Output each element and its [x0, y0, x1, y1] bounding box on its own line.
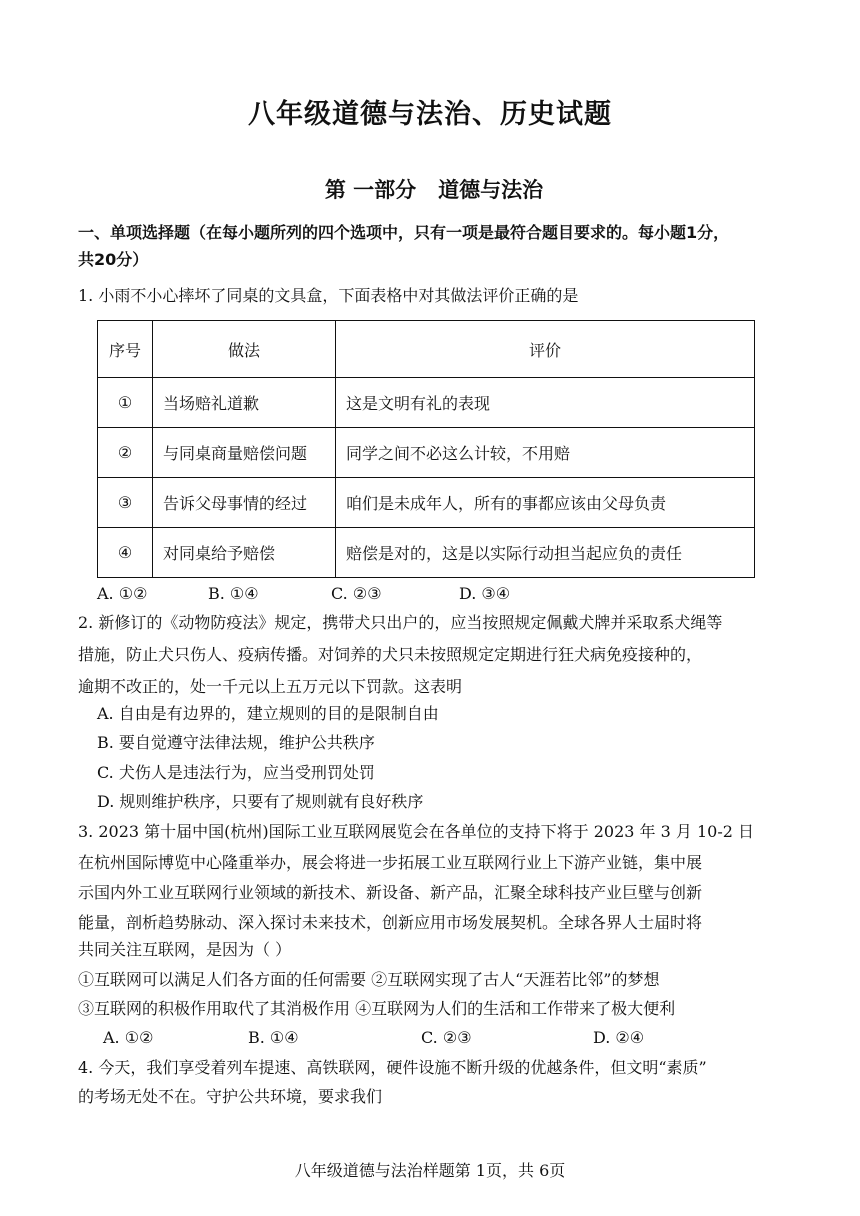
table-row [98, 528, 755, 578]
q1-option-c: C. ②③ [331, 584, 382, 603]
table-cell: ③ [98, 478, 153, 528]
question-4-line: 4. 今天，我们享受着列车提速、高铁联网，硬件设施不断升级的优越条件，但文明“素质” [78, 1058, 707, 1077]
q3-option-b: B. ①④ [248, 1028, 299, 1047]
question-3-line: 示国内外工业互联网行业领域的新技术、新设备、新产品，汇聚全球科技产业巨壁与创新 [78, 883, 703, 902]
table-cell: ① [98, 378, 153, 428]
table-cell: ② [98, 428, 153, 478]
table-row [98, 478, 755, 528]
q3-option-d: D. ②④ [593, 1028, 645, 1047]
table-header-row [98, 321, 755, 378]
question-3-line: 3. 2023 第十届中国(杭州)国际工业互联网展览会在各单位的支持下将于 2023 年 3 月 10-2 日 [78, 822, 755, 841]
evaluation-table [97, 320, 755, 578]
table-cell: 告诉父母事情的经过 [153, 478, 336, 528]
question-3-line: 在杭州国际博览中心隆重举办，展会将进一步拓展工业互联网行业上下游产业链，集中展 [78, 853, 703, 872]
table-cell: 这是文明有礼的表现 [336, 378, 755, 428]
question-2-line: 2. 新修订的《动物防疫法》规定，携带犬只出户的，应当按照规定佩戴犬牌并采取系犬绳等 [78, 613, 723, 632]
question-3-line: 共同关注互联网，是因为（ ） [78, 940, 292, 959]
q2-option-c: C. 犬伤人是违法行为，应当受刑罚处罚 [97, 763, 375, 782]
table-cell: ④ [98, 528, 153, 578]
table-cell: 当场赔礼道歉 [153, 378, 336, 428]
table-header-cell: 做法 [153, 321, 336, 378]
q1-option-d: D. ③④ [459, 584, 511, 603]
q2-option-b: B. 要自觉遵守法律法规，维护公共秩序 [97, 733, 375, 752]
q3-statements: ①互联网可以满足人们各方面的任何需要 ②互联网实现了古人“天涯若比邻”的梦想 [78, 970, 660, 989]
q2-option-a: A. 自由是有边界的，建立规则的目的是限制自由 [97, 704, 439, 723]
table-cell: 同学之间不必这么计较，不用赔 [336, 428, 755, 478]
page-footer: 八年级道德与法治样题第 1页，共 6页 [294, 1161, 566, 1180]
table-cell: 赔偿是对的，这是以实际行动担当起应负的责任 [336, 528, 755, 578]
question-4-line: 的考场无处不在。守护公共环境，要求我们 [78, 1087, 383, 1106]
exam-title: 八年级道德与法治、历史试题 [248, 99, 612, 130]
table-cell: 对同桌给予赔偿 [153, 528, 336, 578]
question-2-line: 措施，防止犬只伤人、疫病传播。对饲养的犬只未按照规定定期进行狂犬病免疫接种的， [78, 645, 703, 664]
table-header-cell: 序号 [98, 321, 153, 378]
q3-option-a: A. ①② [103, 1028, 154, 1047]
table-row [98, 428, 755, 478]
question-2-line: 逾期不改正的，处一千元以上五万元以下罚款。这表明 [78, 677, 463, 696]
section-heading-cont: 共20分） [78, 250, 149, 269]
table-row [98, 378, 755, 428]
part-title: 第 一部分 道德与法治 [324, 178, 544, 202]
section-heading: 一、单项选择题（在每小题所列的四个选项中，只有一项是最符合题目要求的。每小题1分， [78, 223, 730, 242]
table-cell: 咱们是未成年人，所有的事都应该由父母负责 [336, 478, 755, 528]
table-header-cell: 评价 [336, 321, 755, 378]
question-3-line: 能量，剖析趋势脉动、深入探讨未来技术，创新应用市场发展契机。全球各界人士届时将 [78, 913, 703, 932]
question-1-stem: 1. 小雨不小心摔坏了同桌的文具盒，下面表格中对其做法评价正确的是 [78, 286, 579, 305]
q2-option-d: D. 规则维护秩序，只要有了规则就有良好秩序 [97, 792, 424, 811]
q1-option-b: B. ①④ [208, 584, 259, 603]
q1-option-a: A. ①② [97, 584, 148, 603]
table-cell: 与同桌商量赔偿问题 [153, 428, 336, 478]
q3-statements: ③互联网的积极作用取代了其消极作用 ④互联网为人们的生活和工作带来了极大便利 [78, 999, 676, 1018]
q3-option-c: C. ②③ [421, 1028, 472, 1047]
